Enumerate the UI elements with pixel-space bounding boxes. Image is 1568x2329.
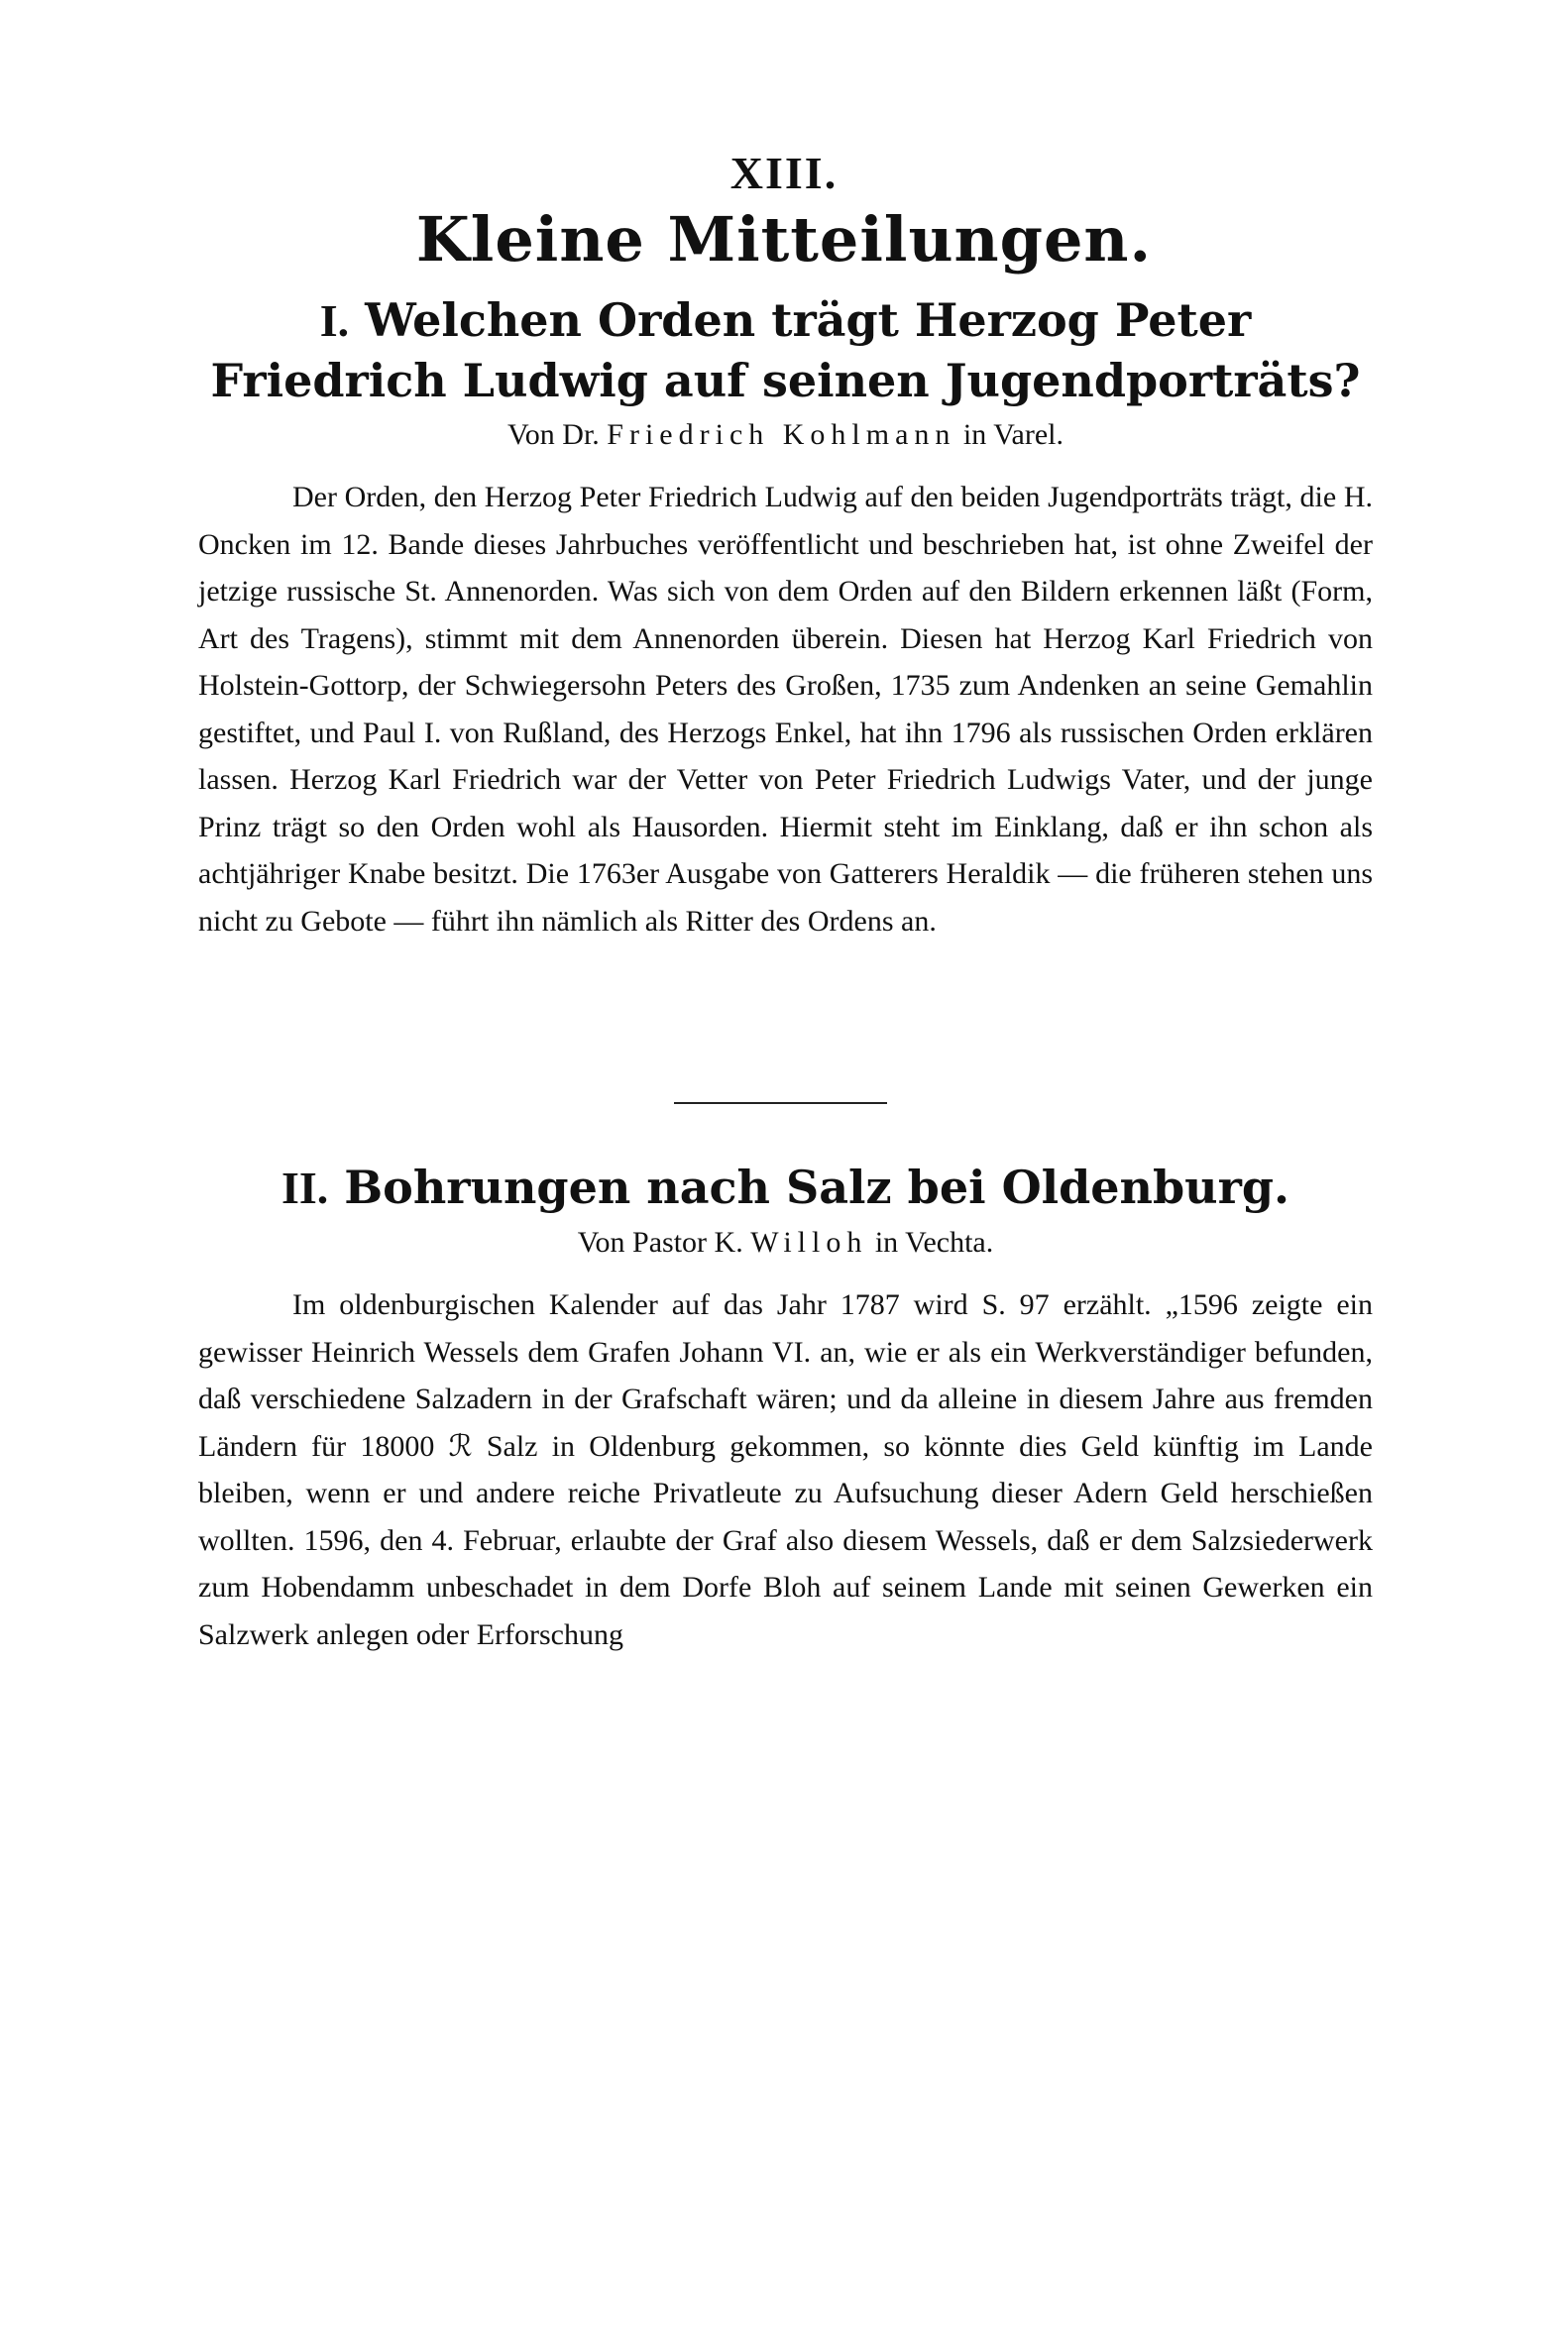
byline-prefix: Von Dr. xyxy=(506,418,600,451)
author-name: Willoh xyxy=(750,1226,868,1259)
section-title xyxy=(198,1158,1373,1218)
section-heading: Bohrungen nach Salz bei Oldenburg. xyxy=(344,1161,1290,1214)
chapter-title: Kleine Mitteilungen. xyxy=(415,203,1153,276)
byline xyxy=(198,1226,1373,1260)
byline xyxy=(198,418,1373,452)
section-salz xyxy=(198,1158,1373,1688)
section-orden xyxy=(198,290,1373,974)
chapter-number: XIII. xyxy=(729,148,839,198)
section-heading: Welchen Orden trägt Herzog Peter Friedrich Ludwig auf seinen Jugendporträts? xyxy=(210,293,1361,407)
byline-prefix: Von Pastor K. xyxy=(577,1226,743,1259)
byline-suffix: in Varel. xyxy=(962,418,1064,451)
section-title xyxy=(198,290,1373,410)
author-name: Friedrich Kohlmann xyxy=(607,418,956,451)
body-paragraph: Der Orden, den Herzog Peter Friedrich Ludwig auf den beiden Jugendporträts trägt, die H. Oncken im 12. Bande dieses Jahrbuches veröffentlicht und beschrieben hat, ist ohne Zweifel der jetzige russische St. Annenorden. Was sich von dem Orden auf den Bildern erkennen läßt (Form, Art des Tragens), stimmt mit dem Annenorden überein. Diesen hat Herzog Karl Friedrich von Holstein-Gottorp, der Schwiegersohn Peters des Großen, 1735 zum Andenken an seine Gemahlin gestiftet, und Paul I. von Rußland, des Herzogs Enkel, hat ihn 1796 als russischen Orden erklären lassen. Herzog Karl Friedrich war der Vetter von Peter Friedrich Ludwigs Vater, und der junge Prinz trägt so den Orden wohl als Hausorden. Hiermit steht im Einklang, daß er ihn schon als achtjähriger Knabe besitzt. Die 1763er Ausgabe von Gatterers Heraldik — die früheren stehen uns nicht zu Gebote — führt ihn nämlich als Ritter des Ordens an. xyxy=(198,481,1373,938)
section-numeral: I. xyxy=(319,295,350,346)
body-paragraph: Im oldenburgischen Kalender auf das Jahr 1787 wird S. 97 erzählt. „1596 zeigte ein gewisser Heinrich Wessels dem Grafen Johann VI. an, wie er als ein Werkverständiger befunden, daß verschiedene Salzadern in der Grafschaft wären; und da alleine in diesem Jahre aus fremden Ländern für 18000 ℛ Salz in Oldenburg gekommen, so könnte dies Geld künftig im Lande bleiben, wenn er und andere reiche Privatleute zu Aufsuchung dieser Adern Geld herschießen wollten. 1596, den 4. Februar, erlaubte der Graf also diesem Wessels, daß er dem Salzsiederwerk zum Hobendamm unbeschadet in dem Dorfe Bloh auf seinem Lande mit seinen Gewerken ein Salzwerk anlegen oder Erforschung xyxy=(198,1288,1373,1651)
byline-suffix: in Vechta. xyxy=(874,1226,994,1259)
section-numeral: II. xyxy=(280,1163,329,1213)
section-divider xyxy=(674,1102,887,1104)
